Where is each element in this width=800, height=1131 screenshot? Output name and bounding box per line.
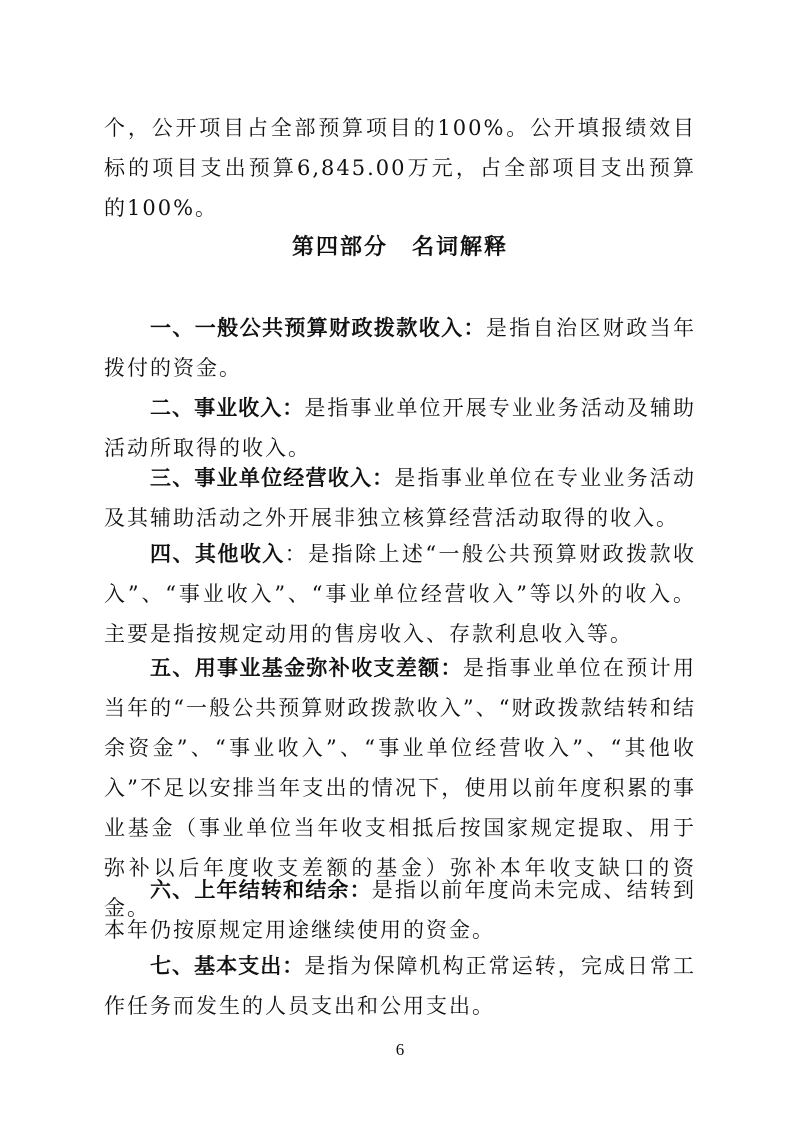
definition-term: 三、事业单位经营收入： (150, 466, 395, 490)
definition-term: 七、基本支出： (150, 954, 305, 978)
definition-term: 一、一般公共预算财政拨款收入： (150, 316, 486, 340)
continuation-paragraph: 个，公开项目占全部预算项目的100%。公开填报绩效目标的项目支出预算6,845.00万元，占全部项目支出预算的100%。 (104, 116, 696, 220)
section-title: 第四部分 名词解释 (291, 235, 508, 260)
definition-body: 是指事业单位在专业业务活动及其辅助活动之外开展非独立核算经营活动取得的收入。 (104, 466, 696, 530)
definition-body: 是指以前年度尚未完成、结转到本年仍按原规定用途继续使用的资金。 (104, 878, 697, 942)
definition-term: 六、上年结转和结余： (150, 878, 372, 902)
definition-term: 二、事业收入： (150, 396, 305, 420)
definition-7 (104, 946, 696, 1026)
definition-term: 四、其他收入 (150, 542, 285, 566)
definition-2 (104, 388, 696, 468)
definition-3 (104, 458, 696, 538)
definition-body: 是指事业单位开展专业业务活动及辅助活动所取得的收入。 (104, 396, 697, 460)
definition-4 (104, 534, 696, 654)
definition-6 (104, 870, 696, 950)
definition-1 (104, 308, 696, 388)
page-number: 6 (395, 1040, 405, 1059)
definition-body: 是指自治区财政当年拨付的资金。 (104, 316, 697, 380)
definition-body: 是指为保障机构正常运转，完成日常工作任务而发生的人员支出和公用支出。 (104, 954, 697, 1018)
definition-term: 五、用事业基金弥补收支差额： (150, 656, 463, 680)
definition-body: 是指事业单位在预计用当年的“一般公共预算财政拨款收入”、“财政拨款结转和结余资金”、“事业收入”、“事业单位经营收入”、“其他收入”不足以安排当年支出的情况下，使用以前年度积累的事业基金（事业单位当年收支相抵后按国家规定提取、用于弥补以后年度收支差额的基金）弥补本年收支缺口的资金。 (104, 656, 697, 920)
definition-body: ：是指除上述“一般公共预算财政拨款收入”、“事业收入”、“事业单位经营收入”等以外的收入。主要是指按规定动用的售房收入、存款利息收入等。 (104, 542, 697, 646)
